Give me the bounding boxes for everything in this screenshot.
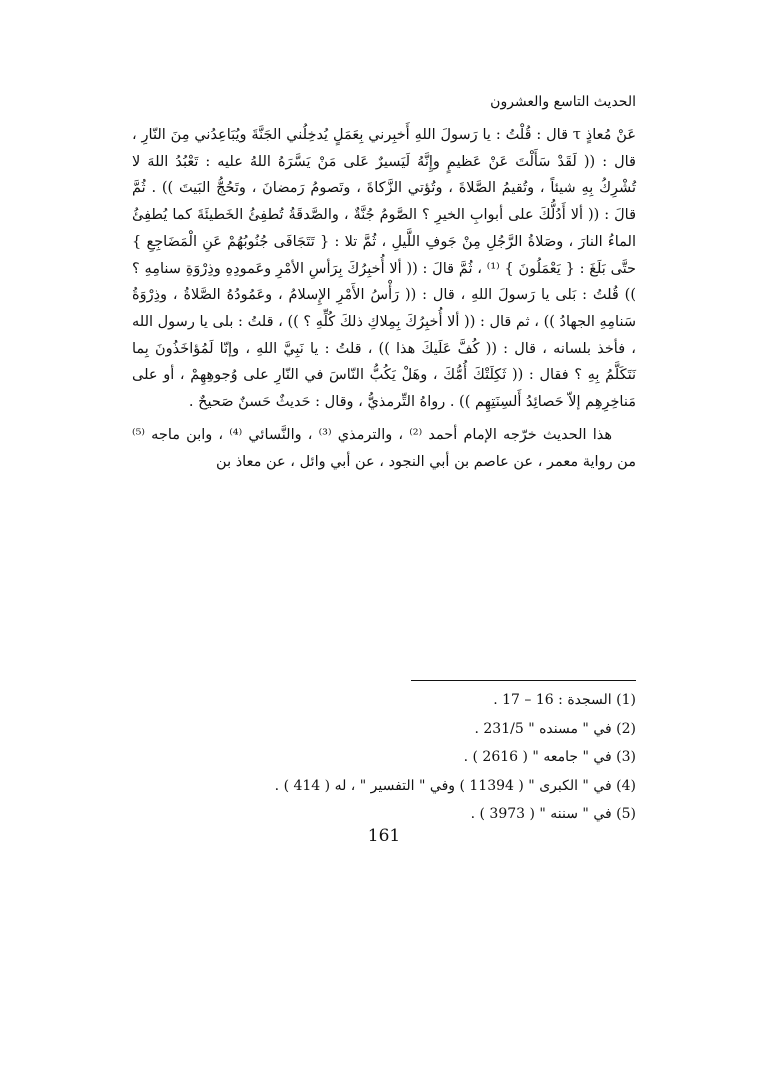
page-number: 161 — [367, 826, 401, 846]
running-head: الحديث التاسع والعشرون — [490, 94, 636, 110]
footnotes — [132, 686, 636, 829]
footnote-2: (2) في " مسنده " 231/5 . — [474, 720, 636, 737]
footnote-1: (1) السجدة : 16 – 17 . — [493, 692, 636, 708]
footnote-5: (5) في " سننه " ( 3973 ) . — [470, 806, 636, 823]
footnote-separator — [411, 680, 636, 681]
main-text — [132, 122, 636, 476]
hadith-text: عَنْ مُعاذٍ τ قال : قُلْتُ : يا رَسولَ اللهِ أَخبِرني بِعَمَلٍ يُدخِلُني الجَنَّةَ ويُبَاعِدُني مِنَ النّارِ ، قال : (( لَقَدْ سَأَلْتَ عَنْ عَظيمٍ وإِنَّهُ لَيَسيرٌ عَلى مَنْ يَسَّرَهُ اللهُ عليه : تَعْبُدُ اللهَ لا تُشْرِكُ بِهِ شيئاً ، وتُقيمُ الصَّلاةَ ، وتُؤتي الزَّكاةَ ، وتَصومُ رَمضانَ ، وتَحُجُّ البَيتَ )) . ثُمَّ قالَ : (( ألا أَدُلُّكَ على أبوابِ الخيرِ ؟ الصَّومُ جُنَّةٌ ، والصَّدقَةُ تُطفِئُ الخَطيئَةَ كما يُطفِئُ الماءُ النارَ ، وصَلاةُ الرَّجُلِ مِنْ جَوفِ اللَّيلِ ، ثُمَّ تلا : { تَتَجَافَى جُنُوبُهُمْ عَنِ الْمَضَاجِعِ } حتَّى بَلَغَ : { يَعْمَلُونَ } ⁽¹⁾ ، ثُمَّ قالَ : (( ألا أُخبِرُكَ بِرَأسِ الأمْرِ وعَمودِهِ وذِرْوَةِ سنامِهِ ؟ )) قُلتُ : بَلى يا رَسولَ اللهِ ، قال : (( رَأْسُ الأَمْرِ الإِسلامُ ، وعَمُودُهُ الصَّلاةُ ، وذِرْوَةُ سَنامِهِ الجهادُ )) ، ثم قال : (( ألا أُخبِرُكَ بِمِلاكِ ذلكَ كُلِّهِ ؟ )) ، قلتُ : بلى يا رسول الله ، فأخذ بلسانه ، قال : (( كُفَّ عَلَيكَ هذا )) ، قلتُ : يا نَبِيَّ اللهِ ، وإنّا لَمُؤاخَذُونَ بِما نَتَكَلَّمُ بِهِ ؟ فقال : (( ثَكِلَتْكَ أُمُّكَ ، وهَلْ يَكُبُّ النّاسَ في النّارِ على وُجوهِهِمْ ، أو على مَناخِرِهِم إلاّ حَصائِدُ أَلسِنَتِهِم )) . رواهُ التِّرمذيُّ ، وقال : حَديثٌ حَسنٌ صَحيحٌ . — [132, 127, 636, 411]
footnote-4: (4) في " الكبرى " ( 11394 ) وفي " التفسير " ، له ( 414 ) . — [274, 777, 636, 794]
commentary-text: هذا الحديث خرّجه الإمام أحمد ⁽²⁾ ، والترمذي ⁽³⁾ ، والنَّسائي ⁽⁴⁾ ، وابن ماجه ⁽⁵⁾ من رواية معمر ، عن عاصم بن أبي النجود ، عن أبي وائل ، عن معاذ بن — [132, 426, 636, 470]
footnote-3: (3) في " جامعه " ( 2616 ) . — [463, 749, 636, 766]
